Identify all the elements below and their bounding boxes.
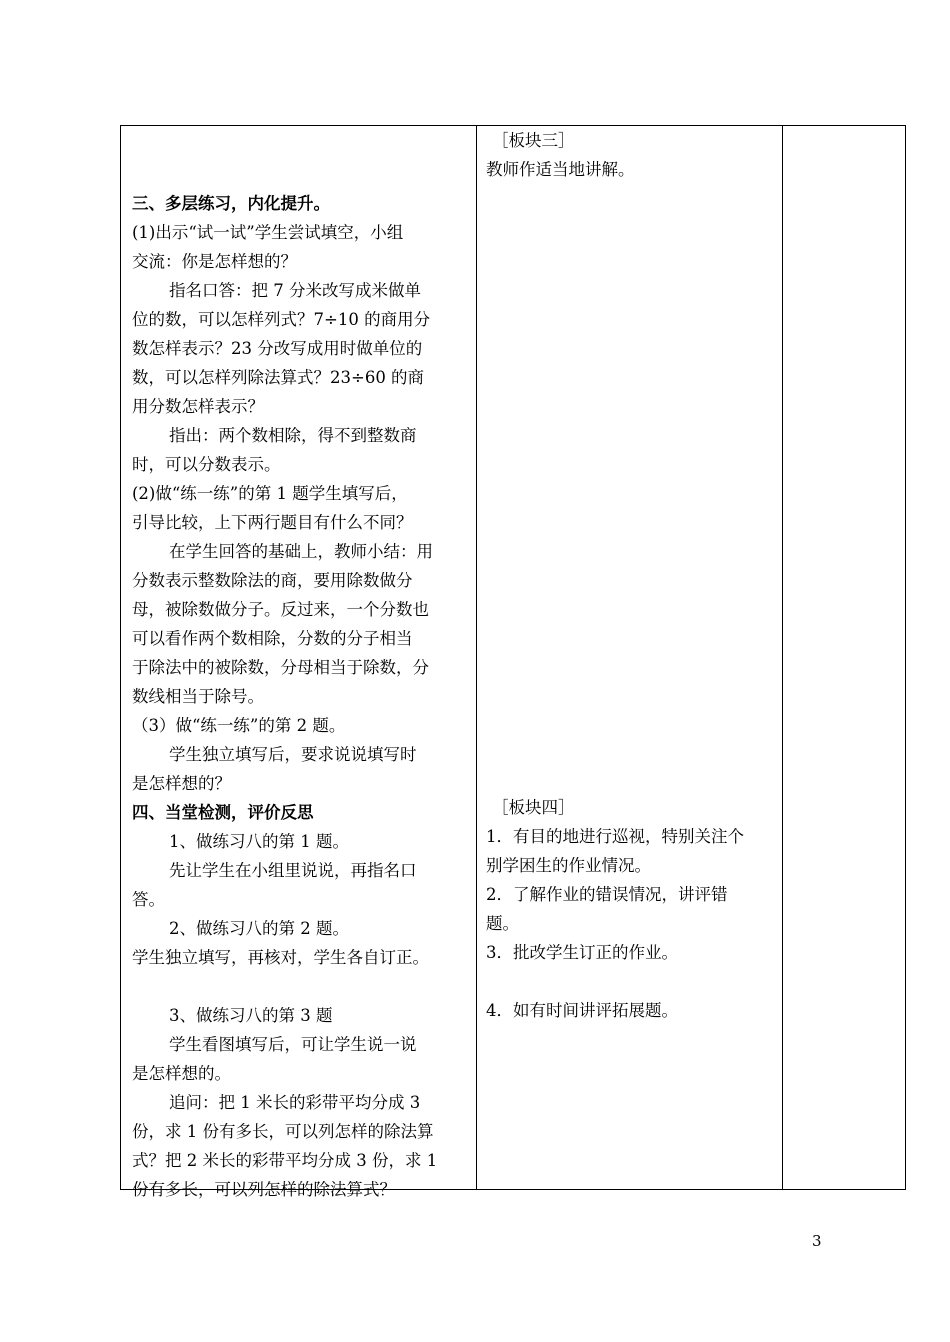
column-divider	[782, 126, 783, 1189]
section-heading: 四、当堂检测，评价反思	[132, 803, 314, 822]
paragraph-line: 交流：你是怎样想的？	[132, 252, 297, 271]
paragraph-line: 数线相当于除号。	[132, 687, 264, 706]
lesson-table	[120, 125, 906, 1199]
activity-column	[121, 126, 476, 1199]
paragraph-line: （3）做“练一练”的第 2 题。	[132, 716, 346, 735]
paragraph-line: 在学生回答的基础上，教师小结：用	[169, 542, 433, 561]
paragraph-line: 3．批改学生订正的作业。	[486, 943, 678, 962]
paragraph-line: 于除法中的被除数，分母相当于除数，分	[132, 658, 429, 677]
exercise-item: 3、做练习八的第 3 题	[169, 1006, 333, 1025]
paragraph-line: 数，可以怎样列除法算式？23÷60 的商	[132, 368, 425, 387]
paragraph-line: (2)做“练一练”的第 1 题学生填写后，	[132, 484, 408, 503]
paragraph-line: 2．了解作业的错误情况，讲评错	[486, 885, 728, 904]
block-label: ［板块四］	[492, 798, 575, 817]
paragraph-line: 是怎样想的。	[132, 1064, 231, 1083]
paragraph-line: 位的数，可以怎样列式？7÷10 的商用分	[132, 310, 431, 329]
paragraph-line: 别学困生的作业情况。	[486, 856, 651, 875]
paragraph-line: 用分数怎样表示？	[132, 397, 264, 416]
paragraph-line: 答。	[132, 890, 165, 909]
paragraph-line: 母，被除数做分子。反过来，一个分数也	[132, 600, 429, 619]
paragraph-line: 学生独立填写，再核对，学生各自订正。	[132, 948, 429, 967]
paragraph-line: 可以看作两个数相除，分数的分子相当	[132, 629, 413, 648]
paragraph-line: 题。	[486, 914, 519, 933]
paragraph-line: 份，求 1 份有多长，可以列怎样的除法算	[132, 1122, 434, 1141]
paragraph-line: 学生看图填写后，可让学生说一说	[169, 1035, 417, 1054]
paragraph-line: 是怎样想的？	[132, 774, 231, 793]
page-number: 3	[812, 1232, 822, 1250]
paragraph-line: 先让学生在小组里说说，再指名口	[169, 861, 417, 880]
section-heading: 三、多层练习，内化提升。	[132, 194, 330, 213]
paragraph-line: 学生独立填写后，要求说说填写时	[169, 745, 417, 764]
exercise-item: 1、做练习八的第 1 题。	[169, 832, 349, 851]
block-label: ［板块三］	[492, 131, 575, 150]
paragraph-line: 份有多长，可以列怎样的除法算式？	[132, 1180, 396, 1199]
paragraph-line: 指出：两个数相除，得不到整数商	[169, 426, 417, 445]
paragraph-line: 数怎样表示？23 分改写成用时做单位的	[132, 339, 423, 358]
paragraph-line: 1．有目的地进行巡视，特别关注个	[486, 827, 744, 846]
paragraph-line: 教师作适当地讲解。	[486, 160, 635, 179]
exercise-item: 2、做练习八的第 2 题。	[169, 919, 349, 938]
paragraph-line: 4．如有时间讲评拓展题。	[486, 1001, 678, 1020]
paragraph-line: 分数表示整数除法的商，要用除数做分	[132, 571, 413, 590]
paragraph-line: 指名口答：把 7 分米改写成米做单	[169, 281, 421, 300]
paragraph-line: 式？把 2 米长的彩带平均分成 3 份，求 1	[132, 1151, 438, 1170]
paragraph-line: 时，可以分数表示。	[132, 455, 281, 474]
teacher-column	[476, 126, 782, 1189]
paragraph-line: 引导比较，上下两行题目有什么不同？	[132, 513, 413, 532]
paragraph-line: 追问：把 1 米长的彩带平均分成 3	[169, 1093, 421, 1112]
paragraph-line: (1)出示“试一试”学生尝试填空，小组	[132, 223, 404, 242]
